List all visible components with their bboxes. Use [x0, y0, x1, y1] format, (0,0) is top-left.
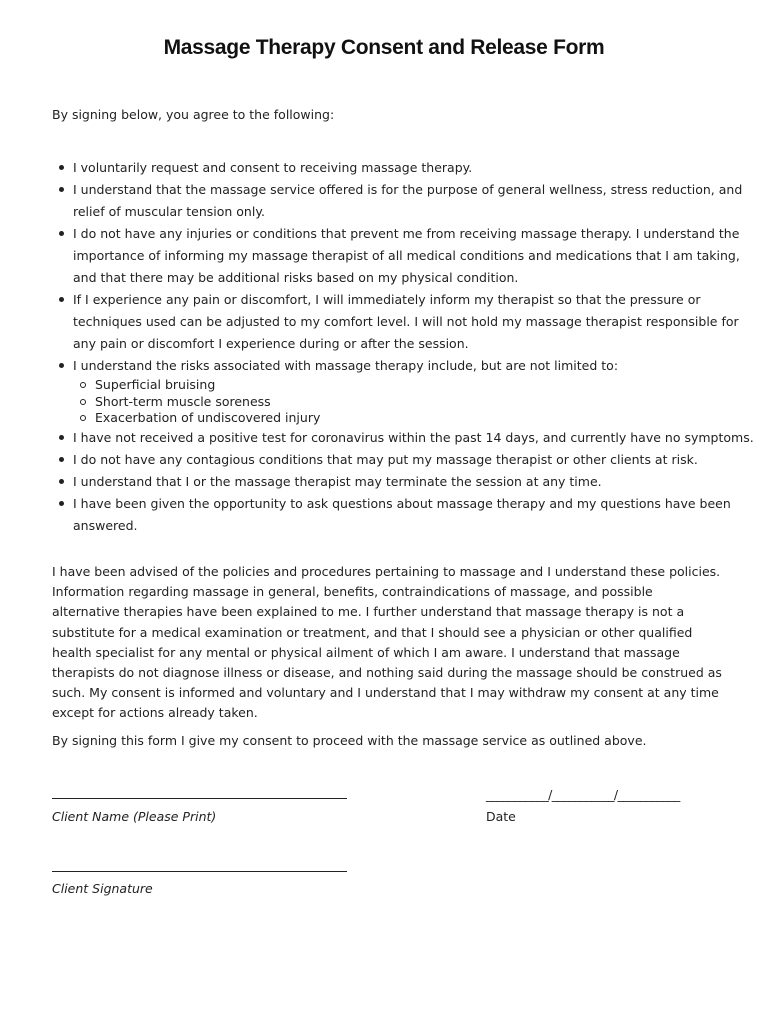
list-item: I have been given the opportunity to ask questions about massage therapy and my questions have been answered. — [73, 493, 763, 537]
client-name-label: Client Name (Please Print) — [52, 809, 217, 824]
policies-paragraph: I have been advised of the policies and procedures pertaining to massage and I understand these policies. Information regarding massage in general, benefits, contraindications of massage, and possible alternative therapies have been explained to me. I further understand that massage therapy is not a substitute for a medical examination or treatment, and that I should see a physician or other qualified health specialist for any mental or physical ailment of which I am aware. I understand that massage therapists do not diagnose illness or disease, and nothing said during the massage should be construed as such. My consent is informed and voluntary and I understand that I may withdraw my consent at any time except for actions already taken. — [52, 564, 722, 721]
consent-statement: By signing this form I give my consent to proceed with the massage service as outlined above. — [52, 733, 647, 748]
list-item: I understand that I or the massage therapist may terminate the session at any time. — [73, 471, 763, 493]
intro-text: By signing below, you agree to the following: — [52, 107, 335, 122]
form-title: Massage Therapy Consent and Release Form — [163, 36, 605, 59]
consent-list — [52, 157, 763, 537]
risk-item: Exacerbation of undiscovered injury — [95, 410, 763, 427]
list-item: I do not have any contagious conditions that may put my massage therapist or other clients at risk. — [73, 449, 763, 471]
date-line[interactable]: ___________/___________/___________ — [486, 787, 680, 802]
signature-line[interactable] — [52, 871, 347, 872]
risks-sublist — [73, 377, 763, 427]
list-item: I voluntarily request and consent to receiving massage therapy. — [73, 157, 763, 179]
list-item: If I experience any pain or discomfort, I will immediately inform my therapist so that the pressure or techniques used can be adjusted to my comfort level. I will not hold my massage therapist responsible for any pain or discomfort I experience during or after the session. — [73, 289, 763, 355]
list-item: I understand that the massage service offered is for the purpose of general wellness, stress reduction, and relief of muscular tension only. — [73, 179, 763, 223]
list-item: I have not received a positive test for coronavirus within the past 14 days, and currently have no symptoms. — [73, 427, 763, 449]
list-item: I understand the risks associated with massage therapy include, but are not limited to: Superficial bruising Short-term muscle soreness Exacerbation of undiscovered injury — [73, 355, 763, 427]
signature-label: Client Signature — [52, 881, 153, 896]
date-label: Date — [486, 809, 516, 824]
risk-item: Superficial bruising — [95, 377, 763, 394]
client-name-line[interactable] — [52, 798, 347, 799]
risk-item: Short-term muscle soreness — [95, 394, 763, 411]
list-item: I do not have any injuries or conditions that prevent me from receiving massage therapy. I understand the importance of informing my massage therapist of all medical conditions and medications that I am taking, and that there may be additional risks based on my physical condition. — [73, 223, 763, 289]
